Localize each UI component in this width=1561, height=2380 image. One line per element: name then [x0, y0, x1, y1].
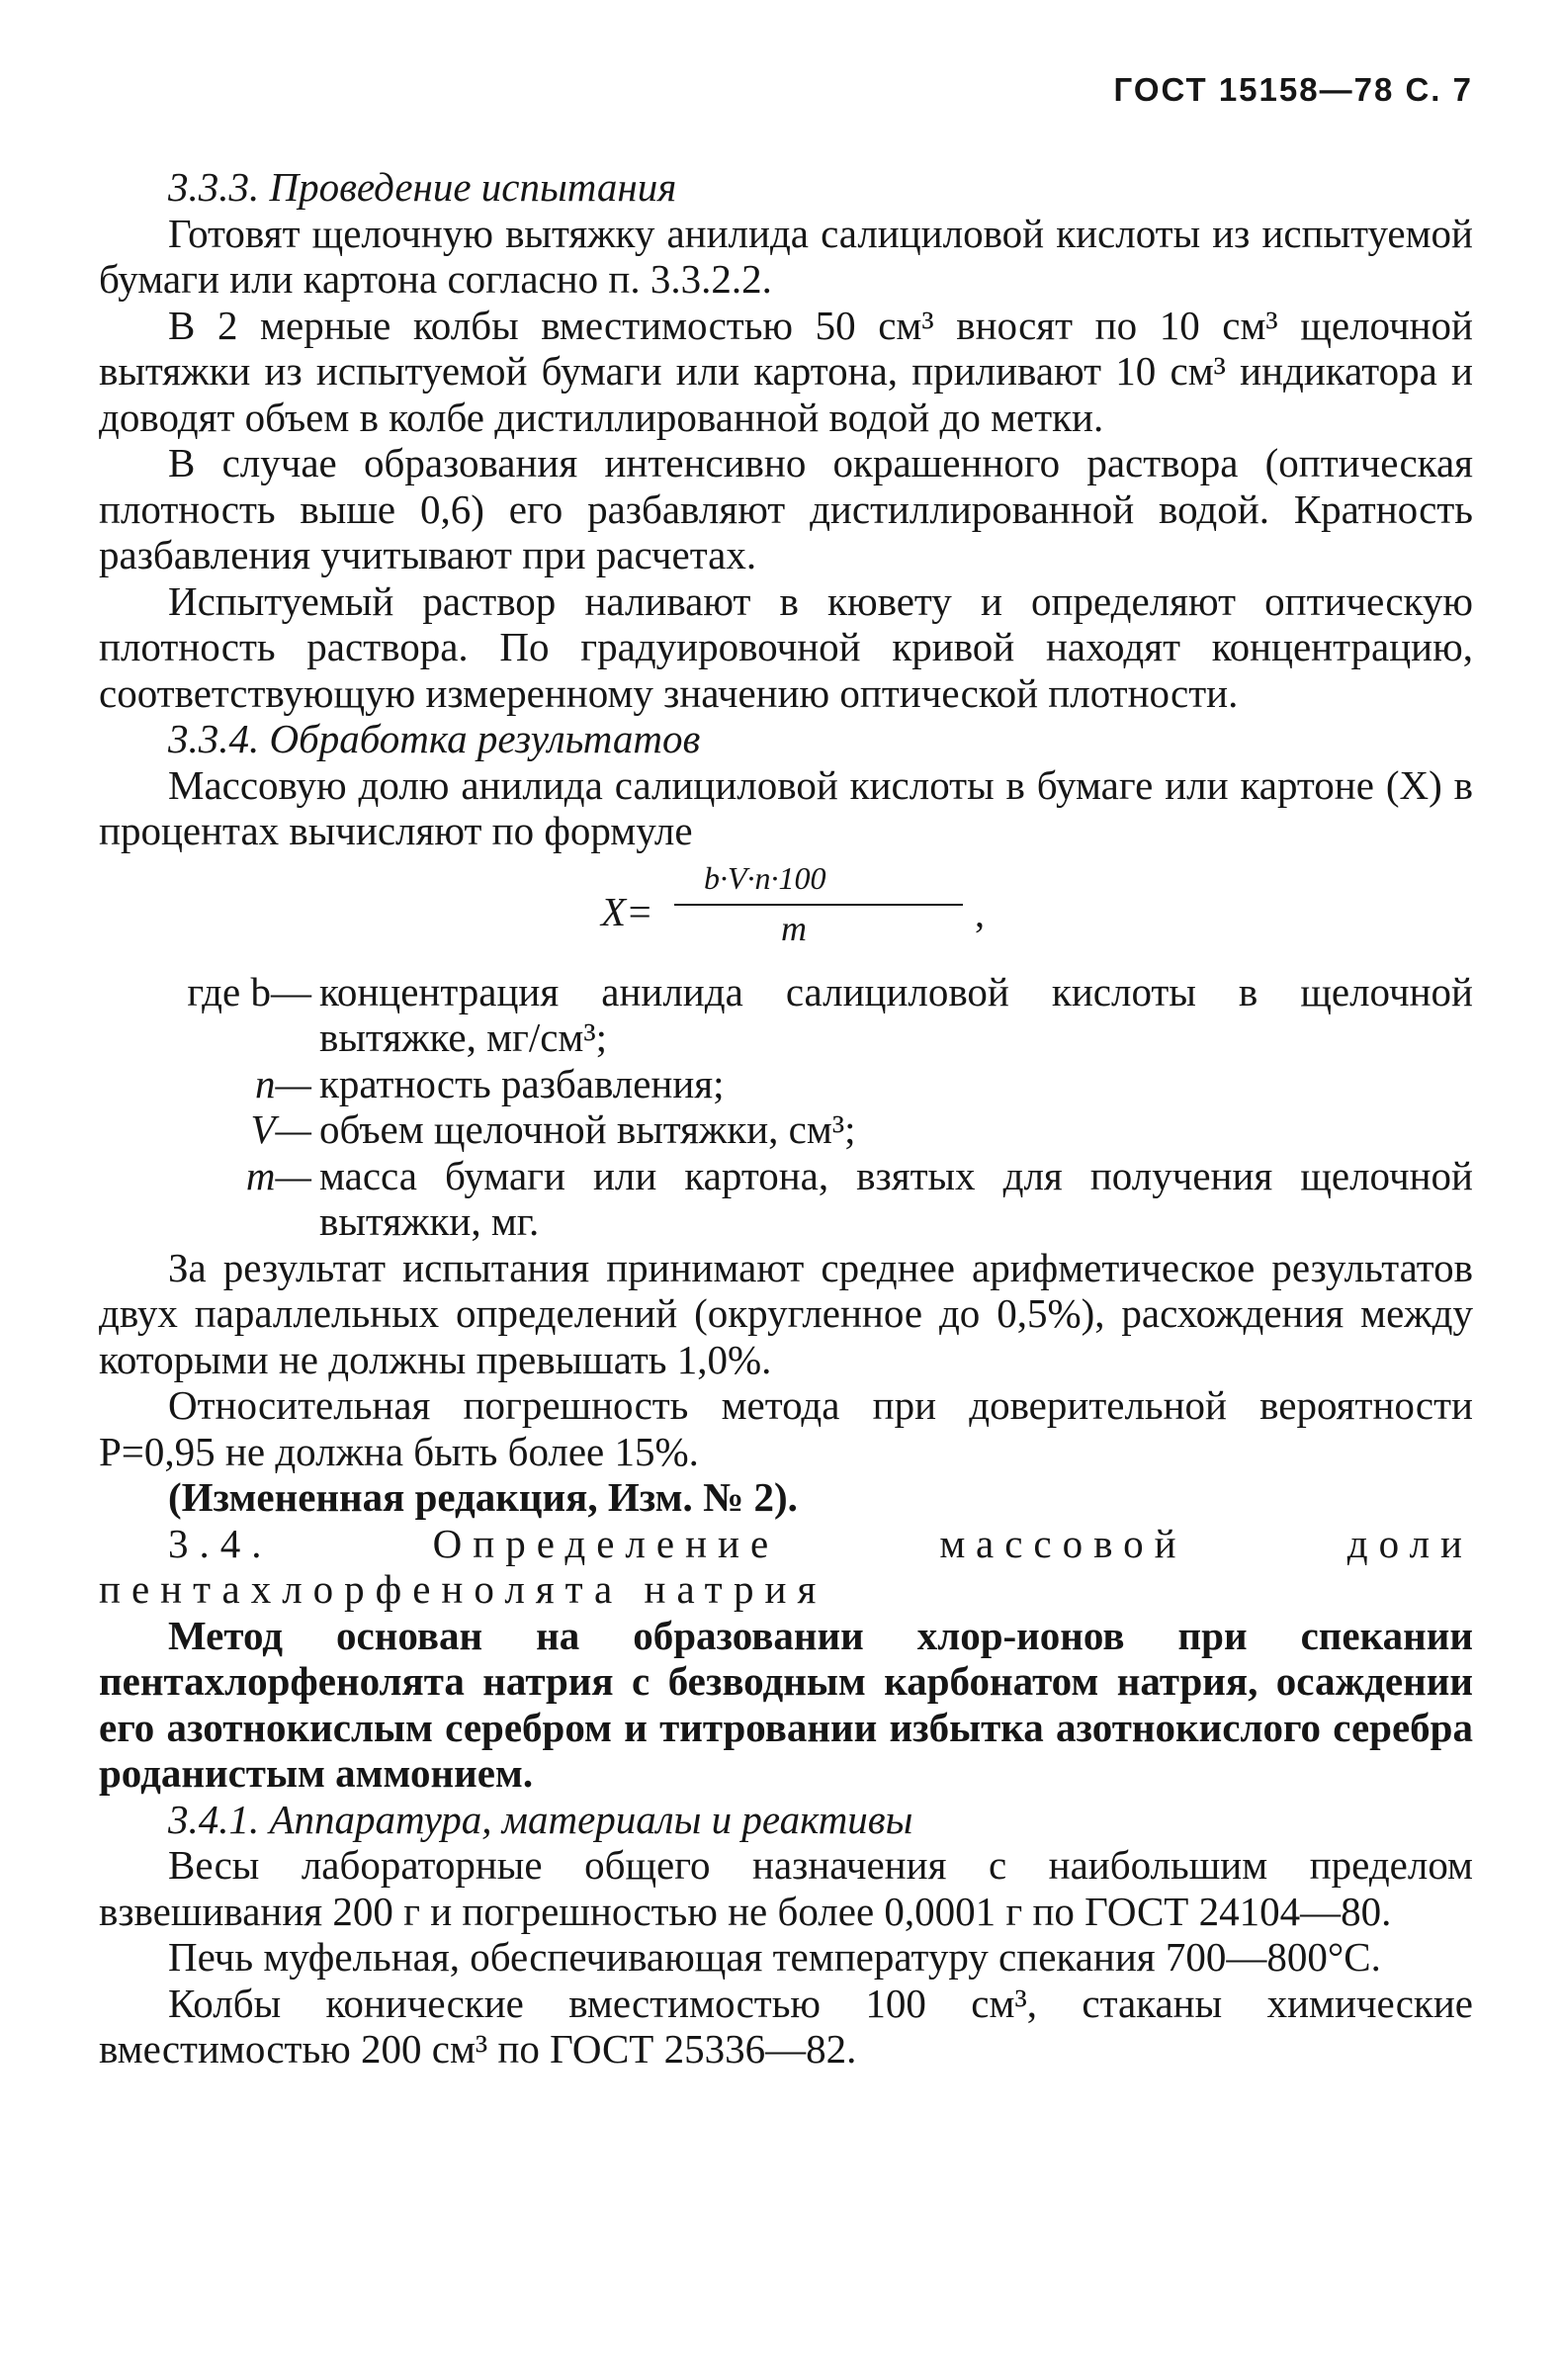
- section-3-4-title: 3.4. Определение массовой доли пентахлорфенолята натрия: [99, 1520, 1473, 1612]
- formula: [99, 860, 1473, 963]
- definition-text: кратность разбавления;: [319, 1060, 725, 1106]
- paragraph: Относительная погрешность метода при доверительной вероятности P=0,95 не должна быть более 15%.: [99, 1382, 1473, 1474]
- definition-term: V—: [250, 1106, 311, 1152]
- definition-m: [99, 1153, 1473, 1245]
- definition-term: где b—: [187, 968, 311, 1014]
- definition-v: [99, 1106, 1473, 1153]
- formula-numerator: b·V·n·100: [704, 859, 826, 896]
- definition-text: объем щелочной вытяжки, см³;: [319, 1106, 856, 1152]
- definition-n: [99, 1061, 1473, 1107]
- paragraph: Весы лабораторные общего назначения с наибольшим пределом взвешивания 200 г и погрешностью не более 0,0001 г по ГОСТ 24104—80.: [99, 1842, 1473, 1934]
- paragraph: Массовую долю анилида салициловой кислоты в бумаге или картоне (X) в процентах вычисляют по формуле: [99, 761, 1473, 853]
- paragraph: Готовят щелочную вытяжку анилида салициловой кислоты из испытуемой бумаги или картона согласно п. 3.3.2.2.: [99, 210, 1473, 302]
- definition-text: масса бумаги или картона, взятых для получения щелочной вытяжки, мг.: [319, 1152, 1473, 1244]
- fraction-bar: [674, 904, 963, 906]
- paragraph: Колбы конические вместимостью 100 см³, стаканы химические вместимостью 200 см³ по ГОСТ 25336—82.: [99, 1980, 1473, 2071]
- paragraph: Метод основан на образовании хлор-ионов при спекании пентахлорфенолята натрия с безводным карбонатом натрия, осаждении его азотнокислым серебром и титровании избытка азотнокислого серебра роданистым аммонием.: [99, 1612, 1473, 1796]
- section-3-3-3-title: 3.3.3. Проведение испытания: [168, 164, 677, 210]
- formula-tail: ,: [975, 890, 985, 935]
- paragraph: В 2 мерные колбы вместимостью 50 см³ вносят по 10 см³ щелочной вытяжки из испытуемой бумаги или картона, приливают 10 см³ индикатора и доводят объем в колбе дистиллированной водой до метки.: [99, 302, 1473, 440]
- formula-denominator: m: [781, 908, 807, 948]
- formula-lhs: X=: [601, 888, 653, 934]
- paragraph: Испытуемый раствор наливают в кювету и определяют оптическую плотность раствора. По градуировочной кривой находят концентрацию, соответствующую измеренному значению оптической плотности.: [99, 577, 1473, 716]
- amendment-note: (Измененная редакция, Изм. № 2).: [168, 1474, 798, 1520]
- document-body: [99, 164, 1473, 2072]
- paragraph: В случае образования интенсивно окрашенного раствора (оптическая плотность выше 0,6) его разбавляют дистиллированной водой. Кратность разбавления учитывают при расчетах.: [99, 440, 1473, 577]
- paragraph: За результат испытания принимают среднее арифметическое результатов двух параллельных определений (округленное до 0,5%), расхождения между которыми не должны превышать 1,0%.: [99, 1244, 1473, 1382]
- definition-term: m—: [245, 1152, 311, 1198]
- definition-term: n—: [255, 1060, 311, 1106]
- paragraph: Печь муфельная, обеспечивающая температуру спекания 700—800°С.: [168, 1934, 1381, 1980]
- definition-text: концентрация анилида салициловой кислоты в щелочной вытяжке, мг/см³;: [319, 968, 1473, 1060]
- section-3-3-4-title: 3.3.4. Обработка результатов: [168, 716, 701, 761]
- page-header: ГОСТ 15158—78 С. 7: [1113, 71, 1473, 108]
- definition-b: [99, 969, 1473, 1061]
- section-3-4-1-title: 3.4.1. Аппаратура, материалы и реактивы: [168, 1796, 913, 1842]
